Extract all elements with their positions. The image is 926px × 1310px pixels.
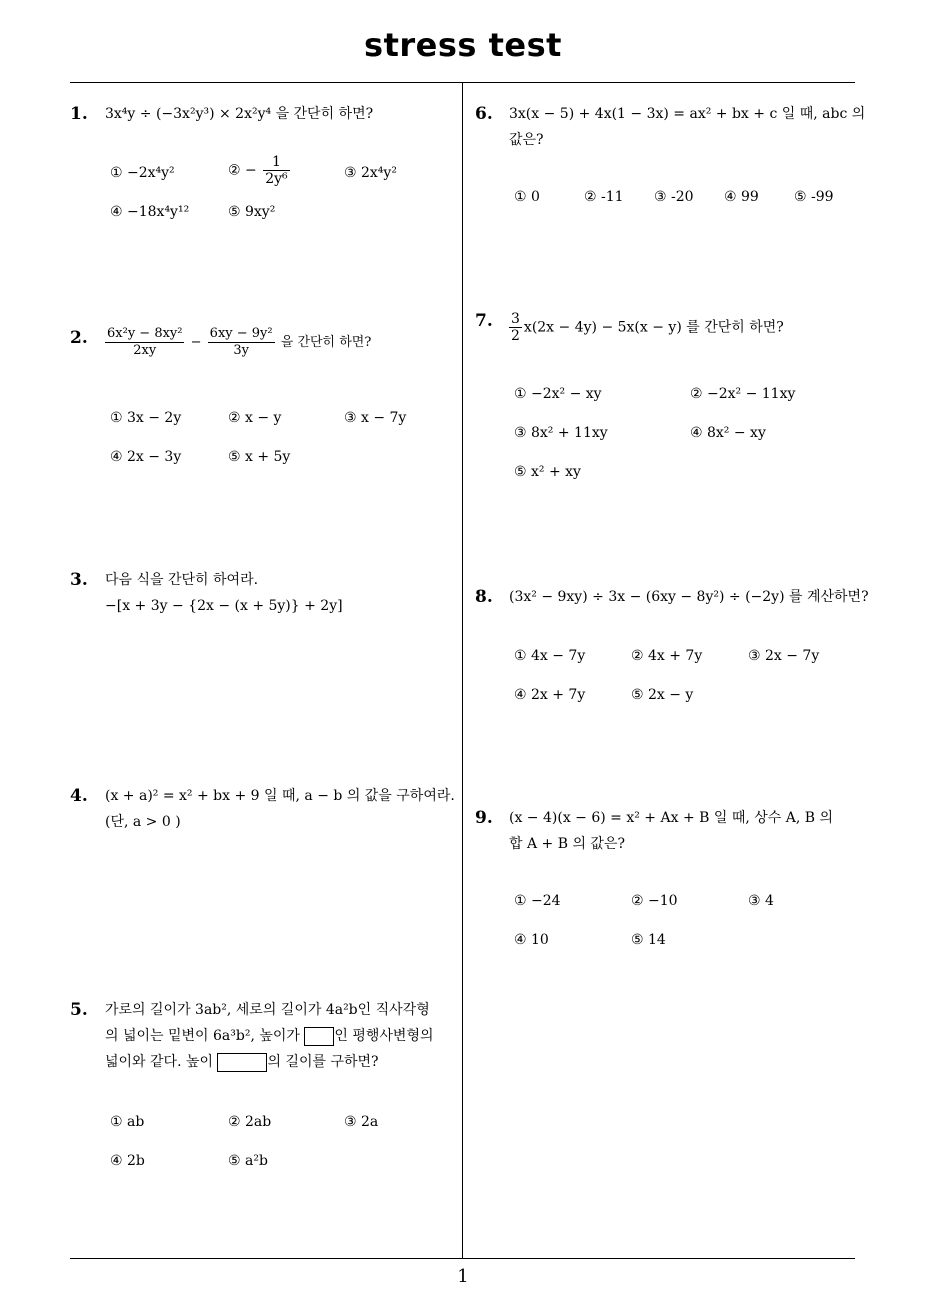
question-number: 3. bbox=[70, 570, 88, 590]
option-3: ③ 4 bbox=[748, 893, 774, 909]
option-1: ① 0 bbox=[514, 189, 540, 205]
question-number: 2. bbox=[70, 328, 88, 348]
question-text: (3x² − 9xy) ÷ 3x − (6xy − 8y²) ÷ (−2y) 를 계산하면? bbox=[509, 589, 869, 605]
question-number: 9. bbox=[475, 808, 493, 828]
question-text-line-2: 합 A + B 의 값은? bbox=[509, 836, 625, 852]
option-1: ① −2x² − xy bbox=[514, 386, 602, 402]
option-3: ③ 2a bbox=[344, 1114, 379, 1130]
column-divider bbox=[462, 83, 463, 1259]
option-1: ① −24 bbox=[514, 893, 561, 909]
option-2: ② − $\frac{1}{\text{2y⁶}}$ bbox=[228, 154, 288, 187]
option-2: ② -11 bbox=[584, 189, 624, 205]
option-3: ③ x − 7y bbox=[344, 410, 407, 426]
footer-rule bbox=[70, 1258, 855, 1259]
option-2: ② −10 bbox=[631, 893, 678, 909]
question-text-line-1: (x − 4)(x − 6) = x² + Ax + B 일 때, 상수 A, B 의 bbox=[509, 810, 834, 826]
question-number: 8. bbox=[475, 587, 493, 607]
option-4: ④ 99 bbox=[724, 189, 759, 205]
option-5: ⑤ 9xy² bbox=[228, 204, 276, 220]
question-text: $\frac{\text{6x²y − 8xy²}}{2xy}$ − $\frac{\text{6xy − 9y²}}{3y}$ 을 간단히 하면? bbox=[107, 326, 372, 358]
option-1: ① 3x − 2y bbox=[110, 410, 182, 426]
question-text-line-2: −[x + 3y − {2x − (x + 5y)} + 2y] bbox=[105, 598, 343, 614]
option-2: ② −2x² − 11xy bbox=[690, 386, 796, 402]
question-number: 4. bbox=[70, 786, 88, 806]
question-text-line-1: 3x(x − 5) + 4x(1 − 3x) = ax² + bx + c 일 때, abc 의 bbox=[509, 106, 866, 122]
question-text: 3x⁴y ÷ (−3x²y³) × 2x²y⁴ 을 간단히 하면? bbox=[105, 106, 374, 122]
option-4: ④ −18x⁴y¹² bbox=[110, 204, 190, 220]
question-text-line-1: 가로의 길이가 3ab², 세로의 길이가 4a²b인 직사각형 bbox=[105, 1002, 430, 1018]
page-title: stress test bbox=[364, 26, 562, 64]
option-1: ① −2x⁴y² bbox=[110, 165, 175, 181]
option-3: ③ 2x⁴y² bbox=[344, 165, 397, 181]
option-3: ③ 2x − 7y bbox=[748, 648, 820, 664]
option-4: ④ 10 bbox=[514, 932, 549, 948]
option-5: ⑤ a²b bbox=[228, 1153, 268, 1169]
option-4: ④ 2x − 3y bbox=[110, 449, 182, 465]
option-2: ② 2ab bbox=[228, 1114, 272, 1130]
option-2: ② 4x + 7y bbox=[631, 648, 703, 664]
option-4: ④ 2x + 7y bbox=[514, 687, 586, 703]
option-4: ④ 2b bbox=[110, 1153, 145, 1169]
option-5: ⑤ 2x − y bbox=[631, 687, 694, 703]
question-text-line-2: (단, a > 0 ) bbox=[105, 814, 181, 830]
question-number: 6. bbox=[475, 104, 493, 124]
question-text: $\frac{3}{2}$ x(2x − 4y) − 5x(x − y) 를 간단히 하면? bbox=[511, 311, 784, 344]
question-text-line-3: 넓이와 같다. 높이 의 길이를 구하면? bbox=[105, 1054, 379, 1070]
option-5: ⑤ x² + xy bbox=[514, 464, 581, 480]
question-number: 7. bbox=[475, 311, 493, 331]
option-1: ① 4x − 7y bbox=[514, 648, 586, 664]
answer-blank bbox=[304, 1027, 334, 1046]
option-4: ④ 8x² − xy bbox=[690, 425, 766, 441]
option-5: ⑤ x + 5y bbox=[228, 449, 291, 465]
question-text-line-1: 다음 식을 간단히 하여라. bbox=[105, 572, 259, 588]
option-5: ⑤ 14 bbox=[631, 932, 666, 948]
question-text-line-1: (x + a)² = x² + bx + 9 일 때, a − b 의 값을 구하여라. bbox=[105, 788, 455, 804]
option-5: ⑤ -99 bbox=[794, 189, 834, 205]
question-number: 1. bbox=[70, 104, 88, 124]
option-3: ③ -20 bbox=[654, 189, 694, 205]
option-3: ③ 8x² + 11xy bbox=[514, 425, 608, 441]
page-number: 1 bbox=[457, 1266, 469, 1287]
answer-blank bbox=[217, 1053, 267, 1072]
option-2: ② x − y bbox=[228, 410, 282, 426]
question-number: 5. bbox=[70, 1000, 88, 1020]
option-1: ① ab bbox=[110, 1114, 145, 1130]
question-text-line-2: 의 넓이는 밑변이 6a³b², 높이가 인 평행사변형의 bbox=[105, 1028, 434, 1044]
question-text-line-2: 값은? bbox=[509, 132, 544, 148]
